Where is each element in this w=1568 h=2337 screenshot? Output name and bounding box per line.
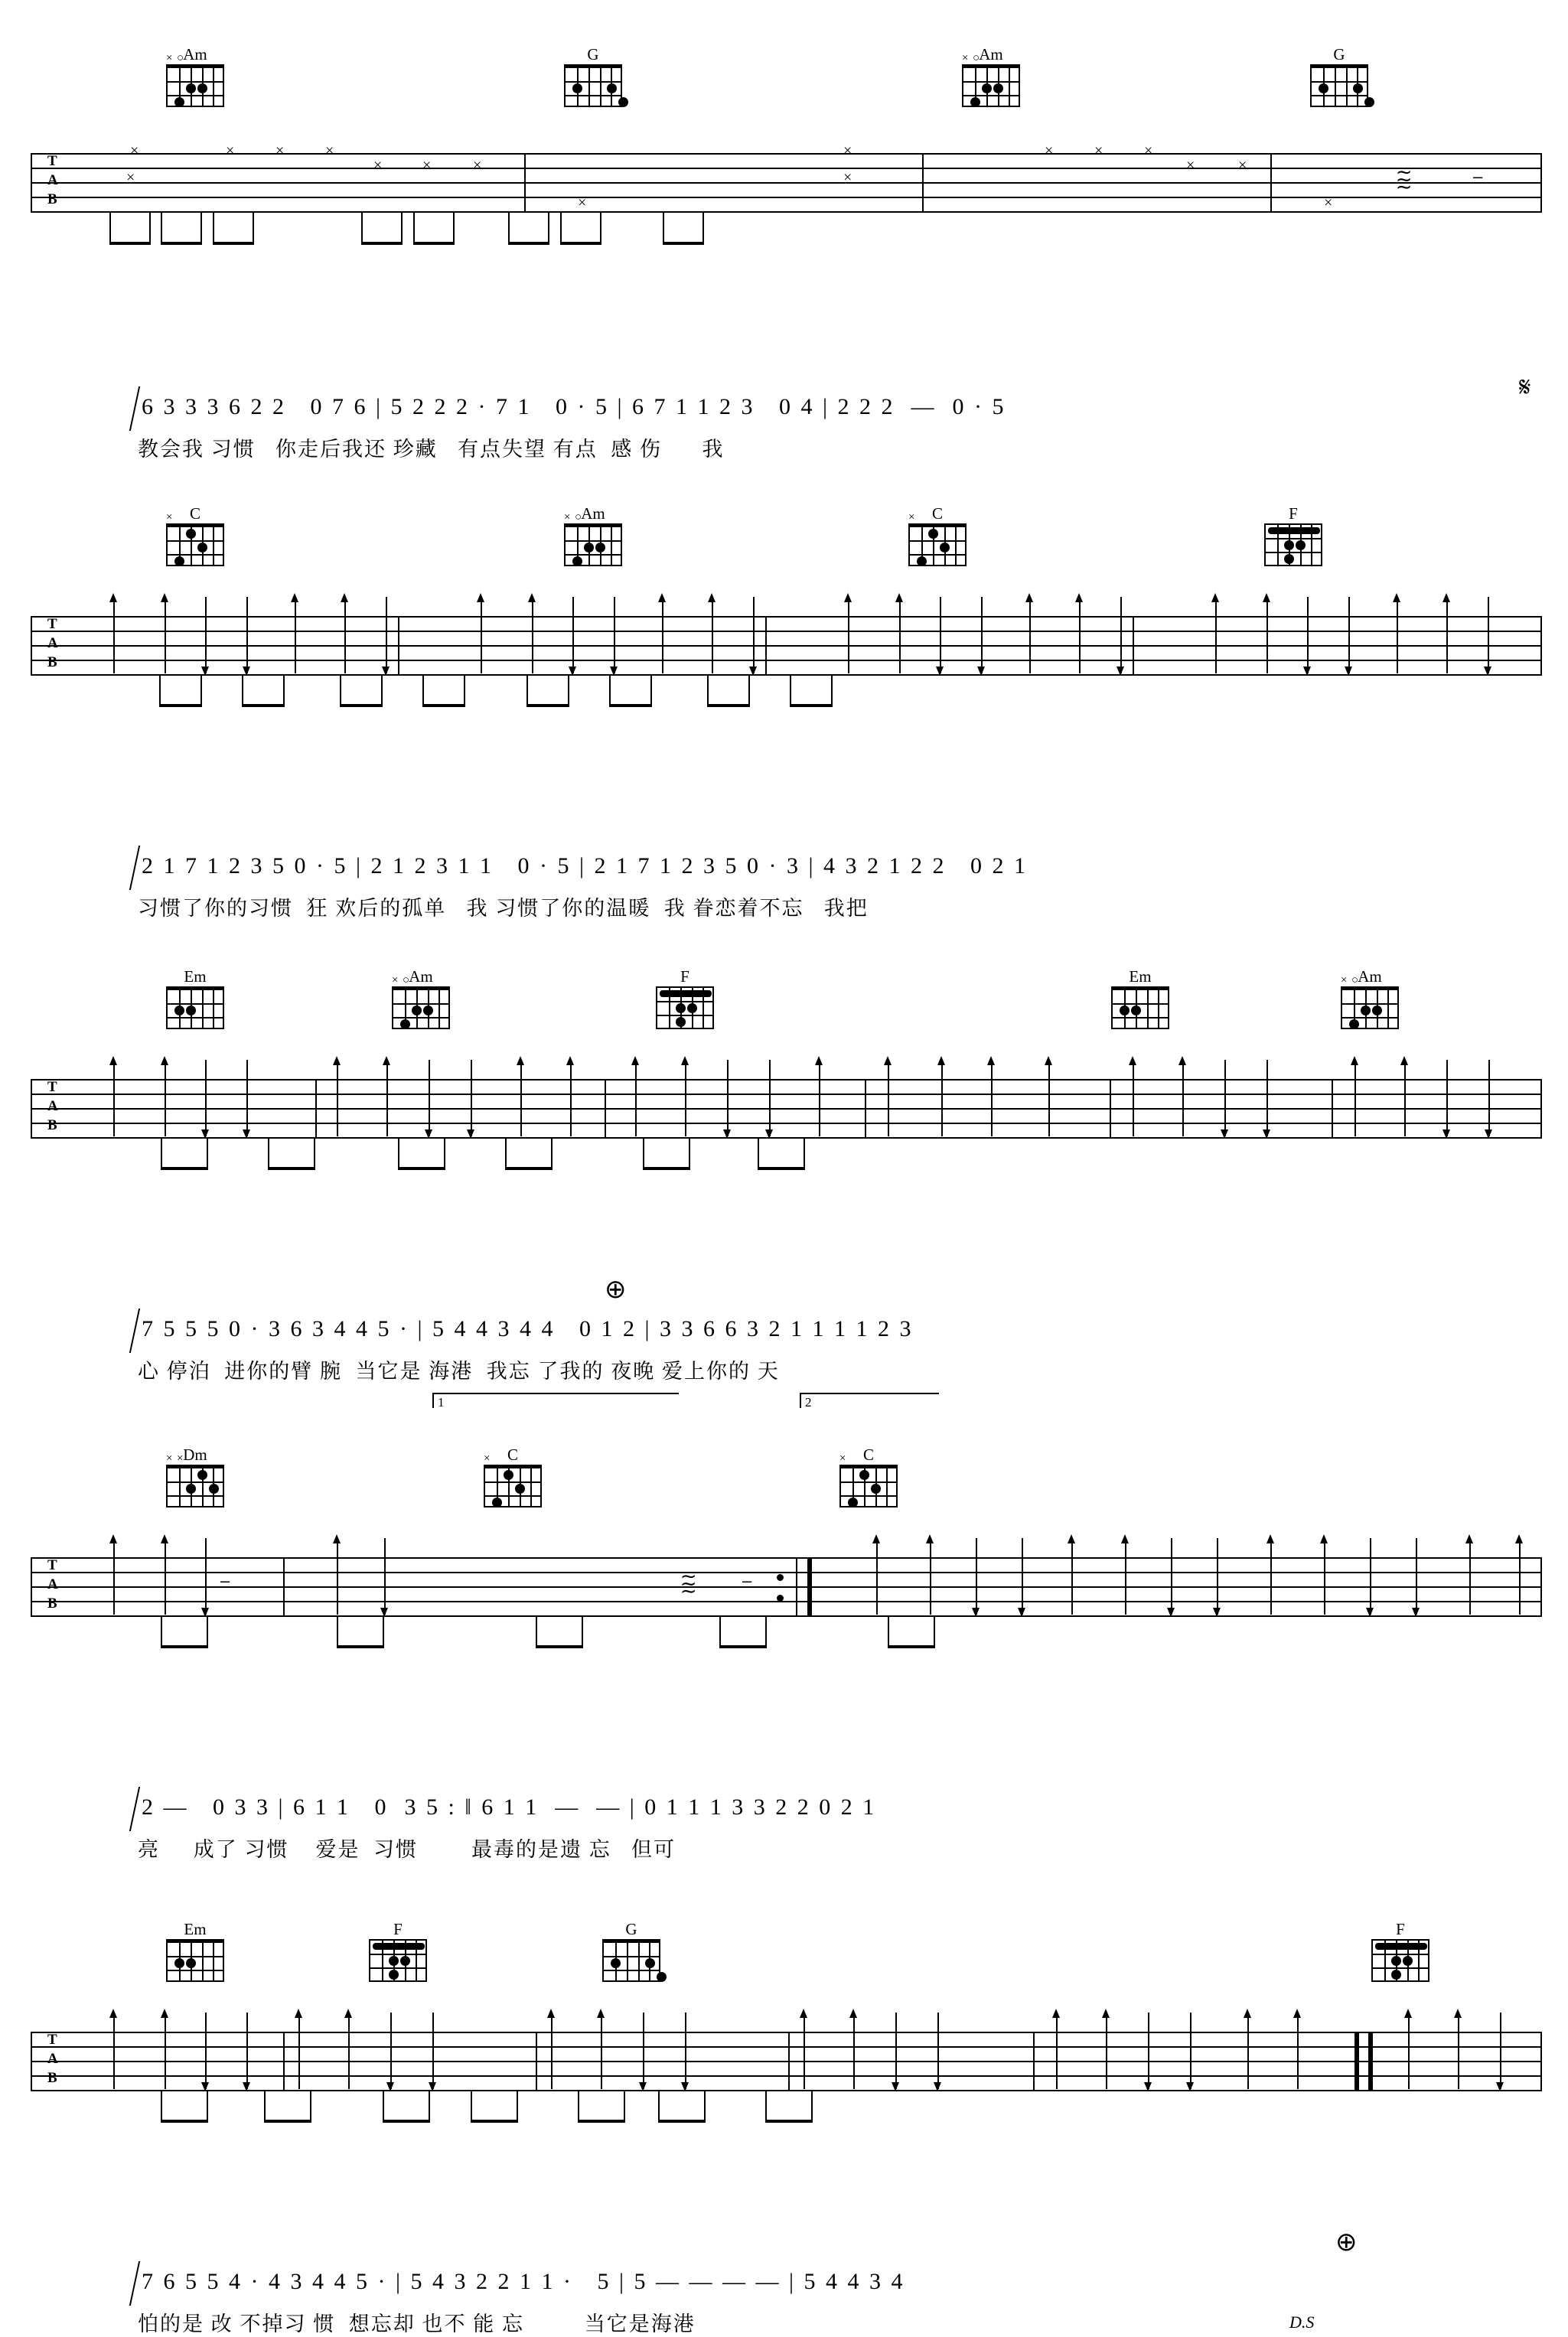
chord-diagram <box>555 505 631 566</box>
chord-name: Am <box>1358 967 1382 986</box>
chord-name: Em <box>1129 967 1152 986</box>
double-barline <box>1354 2032 1359 2091</box>
chord-grid <box>908 511 967 566</box>
ds-label: D.S <box>1289 2313 1315 2332</box>
chord-grid <box>564 64 622 107</box>
tab-clef: T A B <box>47 1557 58 1612</box>
chord-name: C <box>931 504 943 523</box>
mute-x: × <box>126 169 135 186</box>
tab-clef: T A B <box>47 153 58 207</box>
chord-diagram <box>953 46 1029 107</box>
mute-x: × <box>473 157 482 174</box>
chord-grid <box>1111 986 1169 1029</box>
mute-x: × <box>1094 142 1103 159</box>
tab-clef: T A B <box>47 2032 58 2086</box>
tab-staff <box>31 142 1542 213</box>
numbered-notation: 2 1 7 1 2 3 5 0 · 5 | 2 1 2 3 1 1 0 · 5 | 2 1 7 1 2 3 5 0 · 3 | 4 3 2 1 2 2 0 2 1 <box>142 853 1028 878</box>
chord-diagram <box>1332 968 1408 1029</box>
string-mark: × <box>962 52 969 64</box>
string-mark: × <box>177 1452 184 1465</box>
numbered-notation: 2 — 0 3 3 | 6 1 1 0 3 5 : ‖ 6 1 1 — — | 0 1 1 1 3 3 2 2 0 2 1 <box>142 1794 877 1820</box>
system-1 <box>0 45 1568 461</box>
chord-diagram <box>593 1921 670 1982</box>
chord-name: Am <box>979 45 1003 64</box>
numbered-notation: 7 6 5 5 4 · 4 3 4 4 5 · | 5 4 3 2 2 1 1 · 5 | 5 — — — — | 5 4 4 3 4 <box>142 2269 905 2294</box>
lyrics-line: 心 停泊 进你的臂 腕 当它是 海港 我忘 了我的 夜晚 爱上你的 天 <box>138 1360 780 1383</box>
coda-icon: ⊕ <box>605 1276 627 1304</box>
vibrato-icon: ≀≀≀ <box>1393 168 1416 191</box>
string-mark: ○ <box>403 974 410 986</box>
chord-grid <box>166 511 224 566</box>
system-3 <box>0 967 1568 1410</box>
chord-grid <box>839 1452 898 1507</box>
chord-diagram <box>360 1921 436 1982</box>
string-mark: ○ <box>1351 974 1359 986</box>
ending-label: 1 <box>438 1395 445 1410</box>
chord-grid <box>166 1939 224 1982</box>
mute-x: × <box>843 169 852 186</box>
tab-staff <box>31 1079 1542 1139</box>
chord-name: F <box>393 1920 403 1938</box>
rhythm-beams <box>31 675 1542 721</box>
chord-name: F <box>1289 504 1298 523</box>
string-mark: ○ <box>973 52 980 64</box>
tab-staff <box>31 1557 1542 1617</box>
mute-x: × <box>1238 157 1247 174</box>
string-mark: × <box>166 511 173 523</box>
mute-x: × <box>1144 142 1153 159</box>
chord-diagram <box>555 46 631 107</box>
string-mark: ○ <box>575 511 582 523</box>
chord-name: F <box>680 967 689 986</box>
chord-diagram <box>383 968 459 1029</box>
chord-name: Am <box>581 504 605 523</box>
tab-clef: T A B <box>47 616 58 670</box>
chord-grid <box>484 1452 542 1507</box>
chord-name: Am <box>409 967 433 986</box>
chord-diagram <box>157 1446 233 1507</box>
chord-grid <box>369 1939 427 1982</box>
rest-dash: – <box>220 1571 230 1590</box>
string-mark: × <box>392 974 399 986</box>
double-barline <box>1368 2032 1373 2091</box>
chord-name: Dm <box>183 1446 207 1464</box>
mute-x: × <box>226 142 235 159</box>
mute-x: × <box>578 194 587 211</box>
ending-bracket-1 <box>432 1393 679 1408</box>
mute-x: × <box>422 157 432 174</box>
chord-name: C <box>189 504 200 523</box>
chord-diagram <box>157 1921 233 1982</box>
chord-diagram <box>830 1446 907 1507</box>
chord-grid <box>1264 523 1322 566</box>
chord-diagram <box>899 505 976 566</box>
system-4 <box>0 1446 1568 1861</box>
string-mark: × <box>839 1452 846 1465</box>
lyrics-line: 亮 成了 习惯 爱是 习惯 最毒的是遗 忘 但可 <box>138 1838 676 1861</box>
chord-diagram <box>1102 968 1178 1029</box>
chord-diagram <box>647 968 723 1029</box>
tab-clef: T A B <box>47 1079 58 1133</box>
lyrics-line: 怕的是 改 不掉习 惯 想忘却 也不 能 忘 当它是海港 <box>138 2313 696 2335</box>
tab-staff <box>31 616 1542 676</box>
mute-x: × <box>373 157 383 174</box>
numbered-notation: 6 3 3 3 6 2 2 0 7 6 | 5 2 2 2 · 7 1 0 · 5 | 6 7 1 1 2 3 0 4 | 2 2 2 — 0 · 5 <box>142 394 1006 419</box>
ending-bracket-2 <box>800 1393 939 1408</box>
chord-diagram <box>157 46 233 107</box>
rhythm-beams <box>31 1138 1542 1184</box>
chord-name: C <box>862 1446 874 1464</box>
chord-name: C <box>507 1446 518 1464</box>
string-mark: × <box>166 52 173 64</box>
lyrics-line: 习惯了你的习惯 狂 欢后的孤单 我 习惯了你的温暖 我 眷恋着不忘 我把 <box>138 897 869 920</box>
string-mark: × <box>484 1452 491 1465</box>
chord-grid <box>166 986 224 1029</box>
string-mark: × <box>1341 974 1348 986</box>
chord-grid <box>1371 1939 1429 1982</box>
system-2 <box>0 504 1568 920</box>
chord-name: Em <box>184 967 207 986</box>
lyrics-line: 教会我 习惯 你走后我还 珍藏 有点失望 有点 感 伤 我 <box>138 438 725 461</box>
chord-diagram <box>157 505 233 566</box>
chord-name: F <box>1396 1920 1405 1938</box>
repeat-barline <box>807 1557 812 1617</box>
rhythm-beams <box>31 1616 1542 1662</box>
chord-diagram <box>1362 1921 1439 1982</box>
chord-grid <box>656 986 714 1029</box>
mute-x: × <box>130 142 139 159</box>
mute-x: × <box>275 142 285 159</box>
numbered-notation: 7 5 5 5 0 · 3 6 3 4 4 5 · | 5 4 4 3 4 4 0 1 2 | 3 3 6 6 3 2 1 1 1 1 2 3 <box>142 1316 914 1341</box>
rhythm-beams <box>31 2091 1542 2137</box>
string-mark: × <box>166 1452 173 1465</box>
rhythm-beams <box>31 213 1542 259</box>
ending-label: 2 <box>805 1395 812 1410</box>
rest-dash: – <box>1473 167 1483 186</box>
chord-name: G <box>1333 45 1345 64</box>
rest-dash: – <box>742 1571 752 1590</box>
chord-grid <box>1310 64 1368 107</box>
string-mark: × <box>564 511 571 523</box>
chord-name: G <box>625 1920 637 1938</box>
chord-diagram <box>157 968 233 1029</box>
mute-x: × <box>325 142 334 159</box>
segno-icon: 𝄋 <box>1519 372 1531 403</box>
system-5 <box>0 1920 1568 2335</box>
chord-name: G <box>587 45 599 64</box>
mute-x: × <box>1324 194 1333 211</box>
chord-diagram <box>1301 46 1377 107</box>
chord-name: Am <box>183 45 207 64</box>
string-mark: × <box>908 511 915 523</box>
chord-grid <box>602 1939 660 1982</box>
mute-x: × <box>1045 142 1054 159</box>
repeat-dots <box>777 1574 784 1615</box>
mute-x: × <box>1186 157 1195 174</box>
chord-name: Em <box>184 1920 207 1938</box>
chord-diagram <box>474 1446 551 1507</box>
mute-x: × <box>843 142 852 159</box>
coda-icon: ⊕ <box>1335 2228 1358 2257</box>
chord-diagram <box>1255 505 1332 566</box>
tab-staff <box>31 2032 1542 2091</box>
string-mark: ○ <box>177 52 184 64</box>
vibrato-icon: ≀≀≀ <box>677 1573 700 1595</box>
